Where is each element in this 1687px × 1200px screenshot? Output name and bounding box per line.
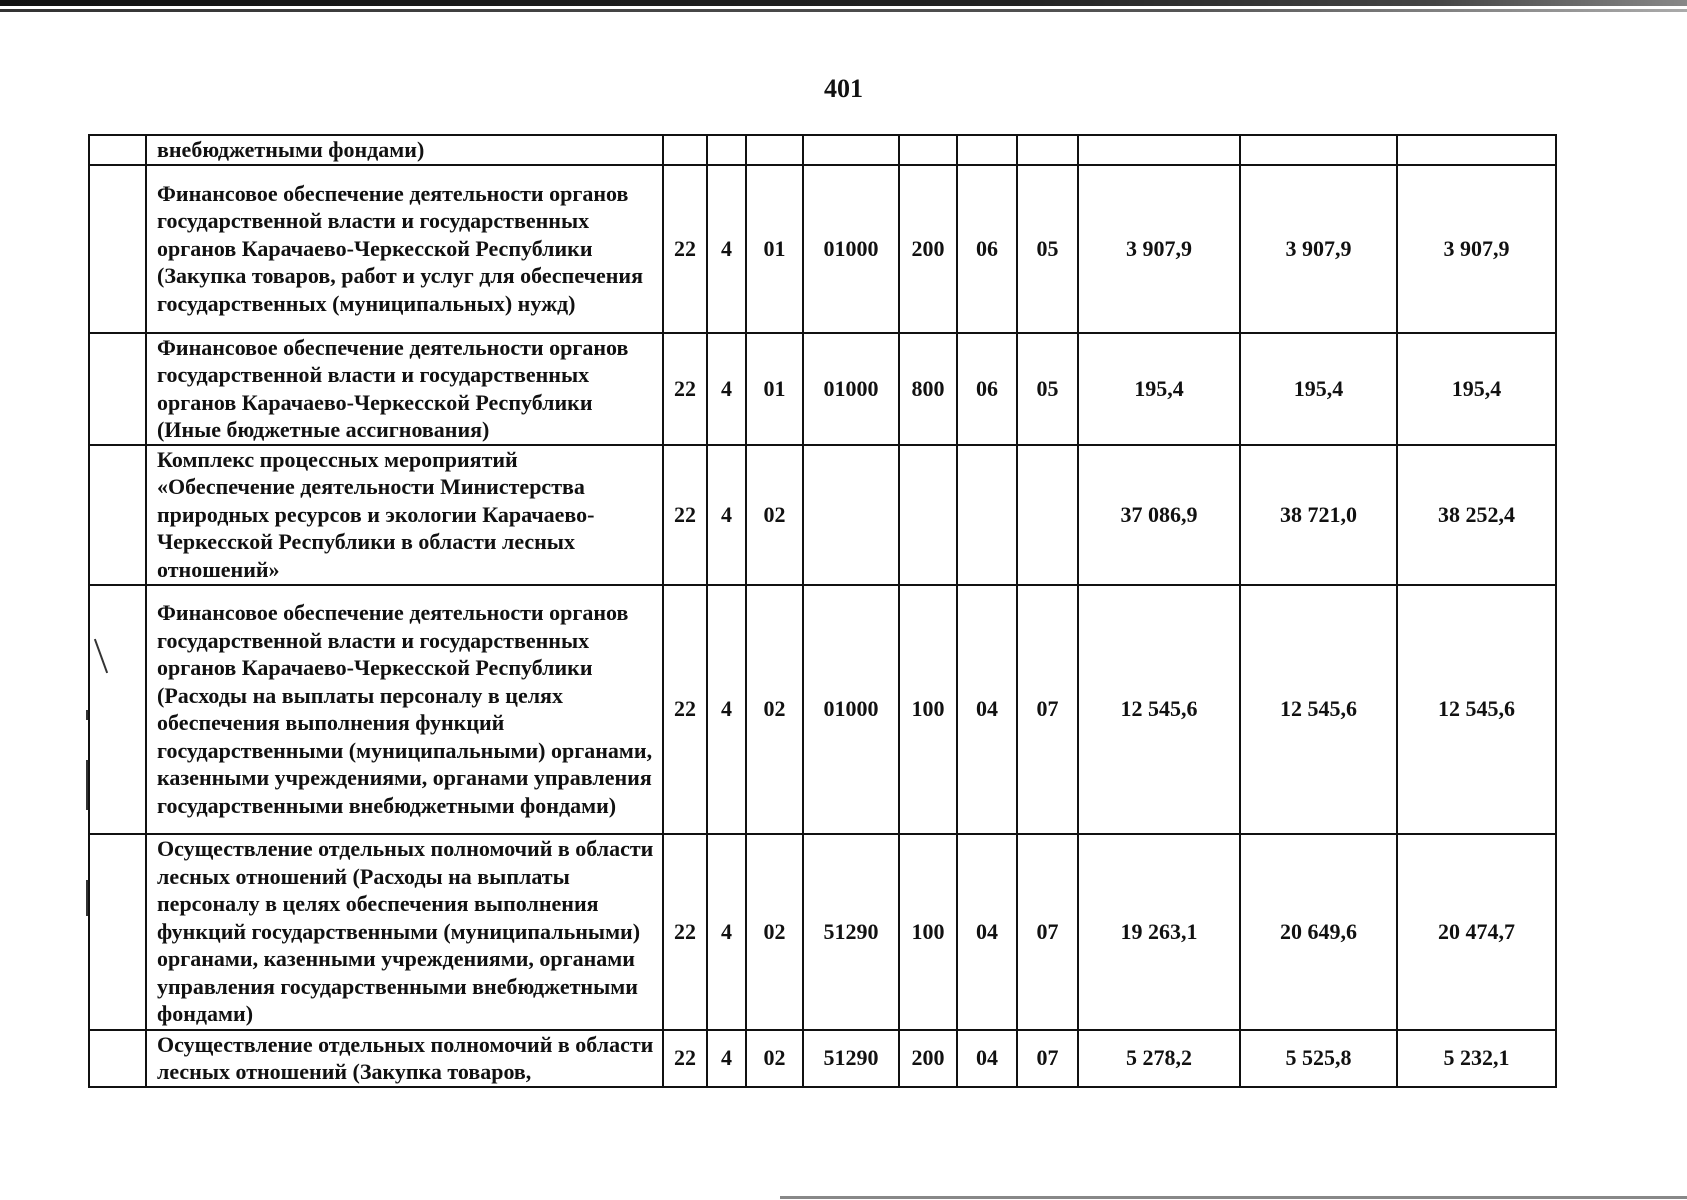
row-sum-2 xyxy=(1240,135,1397,165)
row-name: Осуществление отдельных полномочий в области лесных отношений (Закупка товаров, xyxy=(146,1030,663,1087)
table-row xyxy=(89,585,1556,834)
scan-mark xyxy=(86,880,88,916)
row-sum-1 xyxy=(1078,135,1240,165)
row-section: 06 xyxy=(957,333,1017,445)
row-expense-type: 800 xyxy=(899,333,957,445)
table-row xyxy=(89,165,1556,333)
row-direction: 01000 xyxy=(803,333,899,445)
row-direction xyxy=(803,135,899,165)
row-direction: 51290 xyxy=(803,1030,899,1087)
row-subprogram: 01 xyxy=(746,165,803,333)
row-sum-3: 20 474,7 xyxy=(1397,834,1556,1030)
table-row xyxy=(89,1030,1556,1087)
row-program xyxy=(707,135,746,165)
row-sum-2: 3 907,9 xyxy=(1240,165,1397,333)
row-ministry: 22 xyxy=(663,445,707,585)
row-expense-type: 200 xyxy=(899,1030,957,1087)
table-body xyxy=(89,135,1556,1087)
row-ministry: 22 xyxy=(663,165,707,333)
row-index xyxy=(89,165,146,333)
scan-border-bottom xyxy=(780,1196,1687,1199)
row-subprogram: 01 xyxy=(746,333,803,445)
row-sum-1: 12 545,6 xyxy=(1078,585,1240,834)
row-direction: 01000 xyxy=(803,585,899,834)
row-index xyxy=(89,333,146,445)
row-sum-3: 12 545,6 xyxy=(1397,585,1556,834)
row-sum-3: 3 907,9 xyxy=(1397,165,1556,333)
row-section: 04 xyxy=(957,585,1017,834)
row-program: 4 xyxy=(707,165,746,333)
row-ministry: 22 xyxy=(663,333,707,445)
row-program: 4 xyxy=(707,333,746,445)
row-sum-2: 195,4 xyxy=(1240,333,1397,445)
row-section xyxy=(957,445,1017,585)
row-section xyxy=(957,135,1017,165)
row-direction xyxy=(803,445,899,585)
row-subsection: 07 xyxy=(1017,1030,1078,1087)
row-subprogram: 02 xyxy=(746,834,803,1030)
row-program: 4 xyxy=(707,585,746,834)
row-sum-3: 195,4 xyxy=(1397,333,1556,445)
row-index xyxy=(89,445,146,585)
row-section: 06 xyxy=(957,165,1017,333)
row-sum-1: 37 086,9 xyxy=(1078,445,1240,585)
row-name: Финансовое обеспечение деятельности органов государственной власти и государственных органов Карачаево-Черкесской Республики (Расходы на выплаты персоналу в целях обеспечения выполнения функций государственными (муниципальными) органами, казенными учреждениями, органами управления государственными внебюджетными фондами) xyxy=(146,585,663,834)
scan-border-top xyxy=(0,0,1687,6)
table-row xyxy=(89,834,1556,1030)
row-direction: 01000 xyxy=(803,165,899,333)
row-program: 4 xyxy=(707,445,746,585)
row-direction: 51290 xyxy=(803,834,899,1030)
row-ministry xyxy=(663,135,707,165)
row-name: Финансовое обеспечение деятельности органов государственной власти и государственных органов Карачаево-Черкесской Республики (Иные бюджетные ассигнования) xyxy=(146,333,663,445)
row-sum-1: 195,4 xyxy=(1078,333,1240,445)
row-sum-2: 20 649,6 xyxy=(1240,834,1397,1030)
row-subsection: 07 xyxy=(1017,834,1078,1030)
scan-border-top-thin xyxy=(0,9,1687,12)
row-expense-type: 100 xyxy=(899,834,957,1030)
row-sum-1: 19 263,1 xyxy=(1078,834,1240,1030)
table-row xyxy=(89,333,1556,445)
row-sum-2: 38 721,0 xyxy=(1240,445,1397,585)
row-index xyxy=(89,834,146,1030)
row-subprogram: 02 xyxy=(746,445,803,585)
row-subsection: 05 xyxy=(1017,165,1078,333)
row-index xyxy=(89,585,146,834)
row-ministry: 22 xyxy=(663,585,707,834)
row-section: 04 xyxy=(957,834,1017,1030)
row-subprogram xyxy=(746,135,803,165)
row-expense-type xyxy=(899,445,957,585)
row-expense-type xyxy=(899,135,957,165)
row-ministry: 22 xyxy=(663,1030,707,1087)
row-expense-type: 100 xyxy=(899,585,957,834)
row-subsection xyxy=(1017,135,1078,165)
row-program: 4 xyxy=(707,1030,746,1087)
row-subsection: 05 xyxy=(1017,333,1078,445)
table-row xyxy=(89,445,1556,585)
row-subsection xyxy=(1017,445,1078,585)
row-index xyxy=(89,1030,146,1087)
scan-mark xyxy=(86,760,88,810)
row-name: Комплекс процессных мероприятий «Обеспечение деятельности Министерства природных ресурсов и экологии Карачаево-Черкесской Республики в области лесных отношений» xyxy=(146,445,663,585)
row-sum-1: 3 907,9 xyxy=(1078,165,1240,333)
row-sum-2: 12 545,6 xyxy=(1240,585,1397,834)
page-number: 401 xyxy=(824,74,863,103)
row-expense-type: 200 xyxy=(899,165,957,333)
scan-mark xyxy=(86,710,88,720)
row-sum-1: 5 278,2 xyxy=(1078,1030,1240,1087)
row-sum-2: 5 525,8 xyxy=(1240,1030,1397,1087)
row-name: Финансовое обеспечение деятельности органов государственной власти и государственных органов Карачаево-Черкесской Республики (Закупка товаров, работ и услуг для обеспечения государственных (муниципальных) нужд) xyxy=(146,165,663,333)
row-sum-3 xyxy=(1397,135,1556,165)
row-name: внебюджетными фондами) xyxy=(146,135,663,165)
row-sum-3: 5 232,1 xyxy=(1397,1030,1556,1087)
row-subprogram: 02 xyxy=(746,1030,803,1087)
row-subsection: 07 xyxy=(1017,585,1078,834)
row-name: Осуществление отдельных полномочий в области лесных отношений (Расходы на выплаты персоналу в целях обеспечения выполнения функций государственными (муниципальными) органами, казенными учреждениями, органами управления государственными внебюджетными фондами) xyxy=(146,834,663,1030)
row-ministry: 22 xyxy=(663,834,707,1030)
budget-table xyxy=(88,134,1557,1088)
row-program: 4 xyxy=(707,834,746,1030)
row-section: 04 xyxy=(957,1030,1017,1087)
table-row xyxy=(89,135,1556,165)
row-subprogram: 02 xyxy=(746,585,803,834)
row-sum-3: 38 252,4 xyxy=(1397,445,1556,585)
row-index xyxy=(89,135,146,165)
